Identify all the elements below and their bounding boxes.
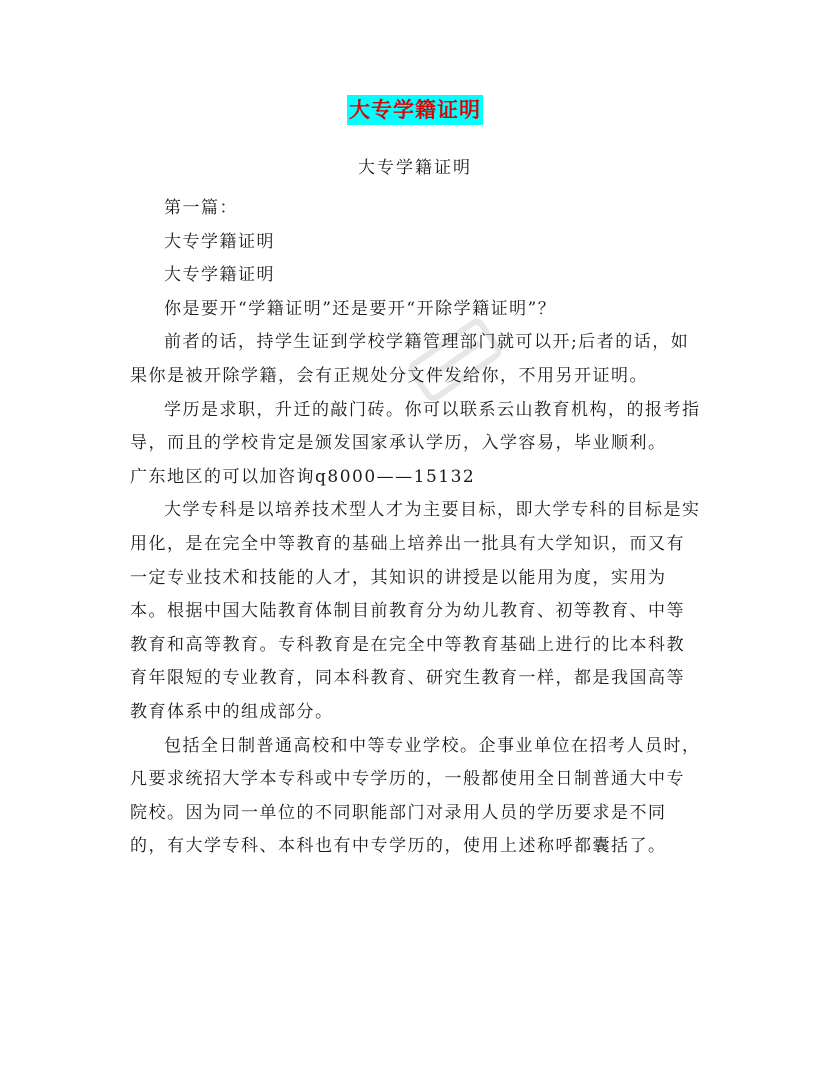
paragraph-4: 包括全日制普通高校和中等专业学校。企事业单位在招考人员时，凡要求统招大学本专科或中专学历的，一般都使用全日制普通大中专院校。因为同一单位的不同职能部门对录用人员的学历要求是不同的，有大学专科、本科也有中专学历的，使用上述称呼都囊括了。 [130,735,701,857]
document-body [130,192,702,864]
paragraph-2: 学历是求职，升迁的敲门砖。你可以联系云山教育机构，的报考指导，而且的学校肯定是颁发国家承认学历，入学容易，毕业顺利。 [130,399,701,454]
main-title: 大专学籍证明 [347,95,483,125]
heading-2: 大专学籍证明 [164,265,275,286]
question-line: 你是要开“学籍证明”还是要开“开除学籍证明”？ [164,298,557,319]
paragraph-1: 前者的话，持学生证到学校学籍管理部门就可以开;后者的话，如果你是被开除学籍，会有正规处分文件发给你，不用另开证明。 [130,332,690,386]
subtitle: 大专学籍证明 [358,158,472,178]
heading-1: 大专学籍证明 [164,231,275,252]
paragraph-3: 大学专科是以培养技术型人才为主要目标，即大学专科的目标是实用化，是在完全中等教育的基础上培养出一批具有大学知识，而又有一定专业技术和技能的人才，其知识的讲授是以能用为度，实用为本。根据中国大陆教育体制目前教育分为幼儿教育、初等教育、中等教育和高等教育。专科教育是在完全中等教育基础上进行的比本科教育年限短的专业教育，同本科教育、研究生教育一样，都是我国高等教育体系中的组成部分。 [130,500,701,722]
section-label: 第一篇： [164,198,238,218]
contact-line: 广东地区的可以加咨询q8000——15132 [130,466,476,487]
main-title-container [0,95,830,125]
